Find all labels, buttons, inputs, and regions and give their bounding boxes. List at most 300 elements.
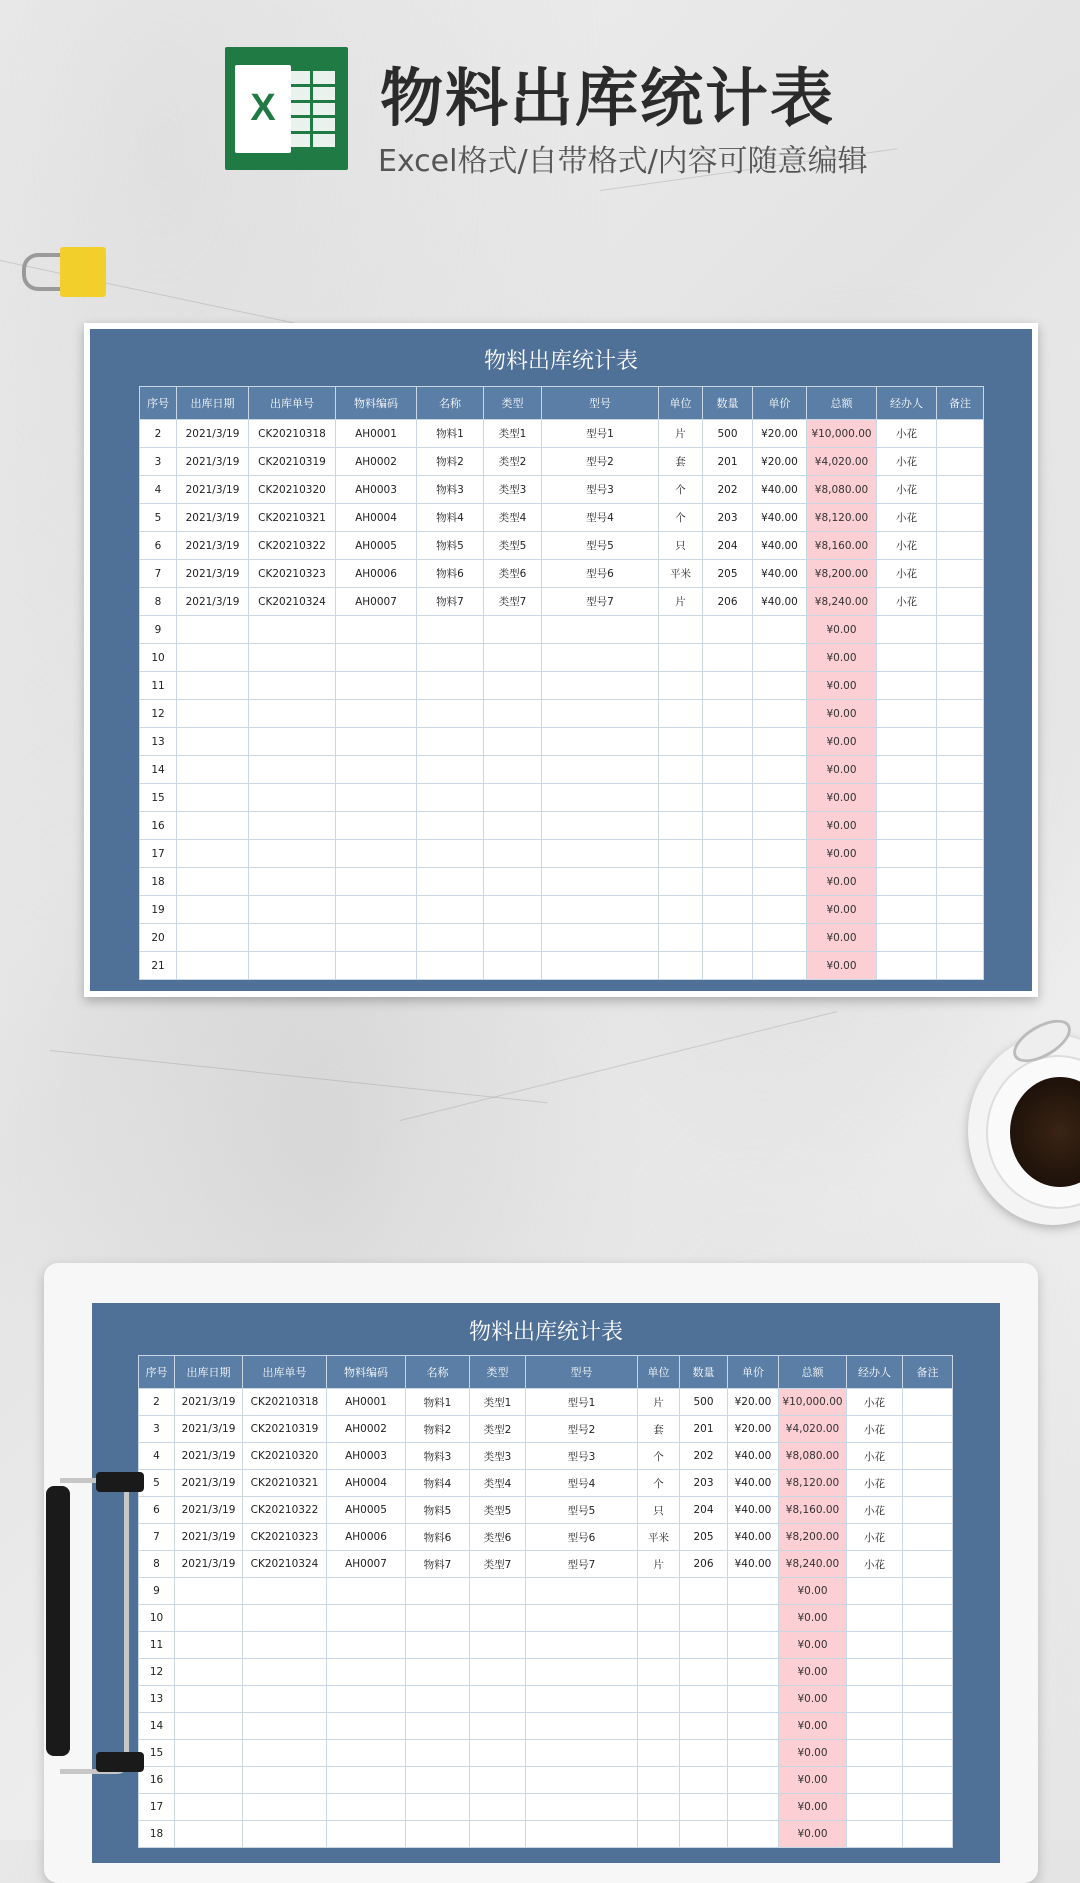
cell-quantity[interactable]: 500 xyxy=(703,420,753,448)
cell-note[interactable] xyxy=(903,1659,953,1686)
cell-note[interactable] xyxy=(937,728,984,756)
cell-total[interactable]: ¥0.00 xyxy=(807,868,877,896)
cell-row-number[interactable]: 9 xyxy=(140,616,177,644)
cell-row-number[interactable]: 13 xyxy=(139,1686,175,1713)
cell-name[interactable]: 物料2 xyxy=(417,448,484,476)
cell-date[interactable] xyxy=(175,1659,243,1686)
cell-name[interactable]: 物料3 xyxy=(406,1443,470,1470)
cell-material-code[interactable]: AH0003 xyxy=(327,1443,406,1470)
cell-handler[interactable] xyxy=(877,700,937,728)
cell-row-number[interactable]: 17 xyxy=(139,1794,175,1821)
cell-name[interactable] xyxy=(406,1605,470,1632)
cell-unit[interactable] xyxy=(659,700,703,728)
cell-model[interactable]: 型号4 xyxy=(526,1470,638,1497)
cell-date[interactable]: 2021/3/19 xyxy=(177,588,249,616)
cell-order-number[interactable] xyxy=(243,1578,327,1605)
cell-name[interactable] xyxy=(406,1659,470,1686)
cell-handler[interactable]: 小花 xyxy=(847,1497,903,1524)
cell-name[interactable]: 物料3 xyxy=(417,476,484,504)
cell-date[interactable]: 2021/3/19 xyxy=(175,1497,243,1524)
cell-quantity[interactable]: 203 xyxy=(680,1470,728,1497)
cell-type[interactable]: 类型2 xyxy=(484,448,542,476)
cell-row-number[interactable]: 5 xyxy=(140,504,177,532)
cell-order-number[interactable]: CK20210324 xyxy=(243,1551,327,1578)
cell-quantity[interactable] xyxy=(680,1821,728,1848)
cell-name[interactable] xyxy=(417,896,484,924)
cell-quantity[interactable] xyxy=(680,1659,728,1686)
cell-date[interactable] xyxy=(177,728,249,756)
cell-model[interactable] xyxy=(526,1605,638,1632)
cell-material-code[interactable]: AH0005 xyxy=(327,1497,406,1524)
cell-row-number[interactable]: 14 xyxy=(139,1713,175,1740)
cell-order-number[interactable] xyxy=(243,1632,327,1659)
cell-quantity[interactable]: 201 xyxy=(703,448,753,476)
cell-type[interactable] xyxy=(470,1632,526,1659)
cell-type[interactable] xyxy=(470,1740,526,1767)
cell-total[interactable]: ¥8,160.00 xyxy=(779,1497,847,1524)
cell-material-code[interactable]: AH0002 xyxy=(336,448,417,476)
cell-unit[interactable] xyxy=(659,728,703,756)
cell-type[interactable]: 类型1 xyxy=(470,1389,526,1416)
cell-quantity[interactable]: 204 xyxy=(680,1497,728,1524)
cell-note[interactable] xyxy=(937,756,984,784)
cell-note[interactable] xyxy=(937,700,984,728)
cell-total[interactable]: ¥10,000.00 xyxy=(779,1389,847,1416)
cell-material-code[interactable]: AH0007 xyxy=(327,1551,406,1578)
cell-unit-price[interactable] xyxy=(753,952,807,980)
cell-name[interactable] xyxy=(417,700,484,728)
cell-unit[interactable]: 套 xyxy=(638,1416,680,1443)
cell-row-number[interactable]: 16 xyxy=(140,812,177,840)
cell-type[interactable]: 类型3 xyxy=(470,1443,526,1470)
cell-order-number[interactable] xyxy=(243,1821,327,1848)
cell-date[interactable]: 2021/3/19 xyxy=(175,1470,243,1497)
cell-row-number[interactable]: 2 xyxy=(140,420,177,448)
cell-unit[interactable] xyxy=(638,1713,680,1740)
cell-material-code[interactable] xyxy=(327,1821,406,1848)
cell-material-code[interactable] xyxy=(336,672,417,700)
cell-row-number[interactable]: 16 xyxy=(139,1767,175,1794)
cell-unit-price[interactable]: ¥40.00 xyxy=(728,1551,779,1578)
cell-total[interactable]: ¥0.00 xyxy=(779,1686,847,1713)
cell-handler[interactable] xyxy=(877,784,937,812)
cell-type[interactable] xyxy=(484,644,542,672)
cell-date[interactable]: 2021/3/19 xyxy=(177,532,249,560)
cell-unit-price[interactable] xyxy=(728,1605,779,1632)
cell-unit[interactable] xyxy=(638,1767,680,1794)
cell-order-number[interactable]: CK20210320 xyxy=(243,1443,327,1470)
cell-model[interactable] xyxy=(542,896,659,924)
cell-type[interactable]: 类型5 xyxy=(470,1497,526,1524)
cell-row-number[interactable]: 3 xyxy=(140,448,177,476)
cell-unit[interactable] xyxy=(659,924,703,952)
cell-row-number[interactable]: 4 xyxy=(139,1443,175,1470)
cell-material-code[interactable] xyxy=(327,1686,406,1713)
cell-unit[interactable] xyxy=(659,756,703,784)
cell-date[interactable] xyxy=(175,1794,243,1821)
cell-material-code[interactable] xyxy=(327,1767,406,1794)
cell-unit-price[interactable]: ¥40.00 xyxy=(728,1443,779,1470)
cell-order-number[interactable]: CK20210321 xyxy=(249,504,336,532)
cell-date[interactable]: 2021/3/19 xyxy=(177,560,249,588)
cell-unit[interactable]: 片 xyxy=(638,1389,680,1416)
cell-order-number[interactable]: CK20210324 xyxy=(249,588,336,616)
cell-unit[interactable] xyxy=(638,1794,680,1821)
cell-unit[interactable] xyxy=(659,868,703,896)
cell-handler[interactable]: 小花 xyxy=(847,1551,903,1578)
cell-order-number[interactable] xyxy=(249,812,336,840)
cell-unit-price[interactable] xyxy=(728,1794,779,1821)
cell-unit[interactable] xyxy=(659,784,703,812)
cell-model[interactable]: 型号5 xyxy=(542,532,659,560)
cell-material-code[interactable]: AH0004 xyxy=(327,1470,406,1497)
cell-total[interactable]: ¥8,160.00 xyxy=(807,532,877,560)
cell-type[interactable]: 类型7 xyxy=(484,588,542,616)
cell-note[interactable] xyxy=(937,672,984,700)
cell-note[interactable] xyxy=(903,1794,953,1821)
cell-material-code[interactable]: AH0006 xyxy=(336,560,417,588)
cell-order-number[interactable] xyxy=(249,924,336,952)
cell-handler[interactable] xyxy=(847,1713,903,1740)
cell-quantity[interactable] xyxy=(680,1713,728,1740)
cell-name[interactable] xyxy=(417,644,484,672)
cell-note[interactable] xyxy=(903,1821,953,1848)
cell-handler[interactable]: 小花 xyxy=(877,560,937,588)
cell-handler[interactable]: 小花 xyxy=(847,1443,903,1470)
cell-unit-price[interactable] xyxy=(753,812,807,840)
cell-date[interactable] xyxy=(175,1578,243,1605)
cell-material-code[interactable] xyxy=(336,840,417,868)
cell-row-number[interactable]: 6 xyxy=(139,1497,175,1524)
cell-note[interactable] xyxy=(903,1497,953,1524)
cell-order-number[interactable]: CK20210320 xyxy=(249,476,336,504)
cell-quantity[interactable]: 205 xyxy=(703,560,753,588)
cell-total[interactable]: ¥8,120.00 xyxy=(779,1470,847,1497)
cell-unit-price[interactable] xyxy=(728,1767,779,1794)
cell-material-code[interactable] xyxy=(327,1632,406,1659)
cell-total[interactable]: ¥4,020.00 xyxy=(779,1416,847,1443)
cell-handler[interactable] xyxy=(877,924,937,952)
cell-name[interactable] xyxy=(417,784,484,812)
cell-type[interactable] xyxy=(484,672,542,700)
cell-note[interactable] xyxy=(937,504,984,532)
cell-quantity[interactable]: 203 xyxy=(703,504,753,532)
cell-row-number[interactable]: 11 xyxy=(140,672,177,700)
cell-name[interactable]: 物料6 xyxy=(406,1524,470,1551)
cell-type[interactable]: 类型2 xyxy=(470,1416,526,1443)
cell-type[interactable] xyxy=(470,1686,526,1713)
cell-unit[interactable]: 片 xyxy=(638,1551,680,1578)
cell-type[interactable]: 类型1 xyxy=(484,420,542,448)
cell-total[interactable]: ¥0.00 xyxy=(807,700,877,728)
cell-name[interactable]: 物料7 xyxy=(417,588,484,616)
cell-order-number[interactable]: CK20210322 xyxy=(249,532,336,560)
cell-row-number[interactable]: 3 xyxy=(139,1416,175,1443)
cell-unit-price[interactable] xyxy=(753,784,807,812)
cell-note[interactable] xyxy=(903,1470,953,1497)
cell-order-number[interactable] xyxy=(243,1767,327,1794)
cell-row-number[interactable]: 5 xyxy=(139,1470,175,1497)
cell-quantity[interactable] xyxy=(703,728,753,756)
cell-unit[interactable]: 个 xyxy=(638,1443,680,1470)
cell-unit[interactable]: 个 xyxy=(659,504,703,532)
cell-type[interactable]: 类型6 xyxy=(470,1524,526,1551)
cell-order-number[interactable] xyxy=(243,1659,327,1686)
cell-date[interactable] xyxy=(175,1713,243,1740)
cell-total[interactable]: ¥0.00 xyxy=(807,840,877,868)
cell-row-number[interactable]: 14 xyxy=(140,756,177,784)
cell-order-number[interactable] xyxy=(249,616,336,644)
cell-row-number[interactable]: 6 xyxy=(140,532,177,560)
cell-date[interactable] xyxy=(175,1686,243,1713)
cell-note[interactable] xyxy=(937,896,984,924)
cell-quantity[interactable]: 500 xyxy=(680,1389,728,1416)
cell-name[interactable] xyxy=(406,1767,470,1794)
cell-order-number[interactable] xyxy=(243,1740,327,1767)
cell-material-code[interactable]: AH0001 xyxy=(327,1389,406,1416)
cell-total[interactable]: ¥8,240.00 xyxy=(807,588,877,616)
cell-unit[interactable]: 只 xyxy=(659,532,703,560)
cell-handler[interactable]: 小花 xyxy=(847,1524,903,1551)
cell-row-number[interactable]: 10 xyxy=(139,1605,175,1632)
cell-model[interactable]: 型号6 xyxy=(542,560,659,588)
cell-order-number[interactable] xyxy=(243,1794,327,1821)
cell-quantity[interactable] xyxy=(703,784,753,812)
cell-material-code[interactable] xyxy=(327,1794,406,1821)
cell-model[interactable]: 型号2 xyxy=(542,448,659,476)
cell-date[interactable] xyxy=(177,756,249,784)
cell-model[interactable] xyxy=(526,1713,638,1740)
cell-row-number[interactable]: 12 xyxy=(140,700,177,728)
cell-order-number[interactable] xyxy=(249,896,336,924)
cell-unit[interactable] xyxy=(638,1605,680,1632)
cell-row-number[interactable]: 18 xyxy=(140,868,177,896)
cell-type[interactable]: 类型4 xyxy=(484,504,542,532)
cell-handler[interactable]: 小花 xyxy=(877,504,937,532)
cell-unit[interactable] xyxy=(638,1740,680,1767)
cell-name[interactable] xyxy=(417,952,484,980)
cell-type[interactable] xyxy=(484,728,542,756)
cell-type[interactable] xyxy=(484,840,542,868)
cell-row-number[interactable]: 17 xyxy=(140,840,177,868)
cell-unit-price[interactable]: ¥20.00 xyxy=(728,1416,779,1443)
cell-model[interactable] xyxy=(542,728,659,756)
cell-order-number[interactable] xyxy=(249,868,336,896)
cell-model[interactable] xyxy=(526,1659,638,1686)
cell-note[interactable] xyxy=(937,616,984,644)
cell-quantity[interactable]: 202 xyxy=(680,1443,728,1470)
cell-quantity[interactable] xyxy=(680,1767,728,1794)
cell-material-code[interactable] xyxy=(336,812,417,840)
cell-unit-price[interactable]: ¥40.00 xyxy=(753,588,807,616)
cell-model[interactable]: 型号3 xyxy=(542,476,659,504)
cell-unit-price[interactable]: ¥20.00 xyxy=(728,1389,779,1416)
cell-quantity[interactable] xyxy=(703,812,753,840)
cell-unit[interactable]: 片 xyxy=(659,588,703,616)
cell-unit[interactable]: 平米 xyxy=(659,560,703,588)
cell-material-code[interactable] xyxy=(336,644,417,672)
cell-model[interactable] xyxy=(526,1578,638,1605)
cell-total[interactable]: ¥8,080.00 xyxy=(779,1443,847,1470)
cell-model[interactable] xyxy=(542,756,659,784)
cell-unit-price[interactable] xyxy=(728,1659,779,1686)
cell-total[interactable]: ¥0.00 xyxy=(779,1659,847,1686)
cell-quantity[interactable] xyxy=(680,1686,728,1713)
cell-handler[interactable]: 小花 xyxy=(877,420,937,448)
cell-unit-price[interactable] xyxy=(753,616,807,644)
cell-name[interactable] xyxy=(406,1713,470,1740)
cell-date[interactable] xyxy=(177,784,249,812)
cell-handler[interactable] xyxy=(877,672,937,700)
cell-quantity[interactable]: 202 xyxy=(703,476,753,504)
cell-note[interactable] xyxy=(937,868,984,896)
cell-quantity[interactable] xyxy=(703,924,753,952)
cell-total[interactable]: ¥0.00 xyxy=(779,1767,847,1794)
cell-row-number[interactable]: 21 xyxy=(140,952,177,980)
cell-unit-price[interactable] xyxy=(728,1686,779,1713)
cell-handler[interactable] xyxy=(847,1578,903,1605)
cell-row-number[interactable]: 7 xyxy=(140,560,177,588)
cell-row-number[interactable]: 18 xyxy=(139,1821,175,1848)
cell-date[interactable] xyxy=(177,868,249,896)
cell-row-number[interactable]: 8 xyxy=(139,1551,175,1578)
cell-unit[interactable] xyxy=(638,1632,680,1659)
cell-order-number[interactable]: CK20210323 xyxy=(243,1524,327,1551)
cell-model[interactable]: 型号7 xyxy=(542,588,659,616)
cell-material-code[interactable]: AH0005 xyxy=(336,532,417,560)
cell-handler[interactable] xyxy=(847,1605,903,1632)
cell-total[interactable]: ¥0.00 xyxy=(807,644,877,672)
cell-unit-price[interactable] xyxy=(753,840,807,868)
cell-row-number[interactable]: 19 xyxy=(140,896,177,924)
cell-handler[interactable]: 小花 xyxy=(847,1416,903,1443)
cell-date[interactable]: 2021/3/19 xyxy=(175,1416,243,1443)
cell-model[interactable] xyxy=(542,700,659,728)
cell-model[interactable] xyxy=(542,840,659,868)
cell-quantity[interactable] xyxy=(703,896,753,924)
cell-material-code[interactable] xyxy=(327,1605,406,1632)
cell-model[interactable]: 型号6 xyxy=(526,1524,638,1551)
cell-unit-price[interactable]: ¥40.00 xyxy=(728,1524,779,1551)
cell-name[interactable] xyxy=(417,616,484,644)
cell-total[interactable]: ¥0.00 xyxy=(807,784,877,812)
cell-total[interactable]: ¥0.00 xyxy=(779,1794,847,1821)
cell-total[interactable]: ¥8,200.00 xyxy=(779,1524,847,1551)
cell-row-number[interactable]: 7 xyxy=(139,1524,175,1551)
cell-name[interactable]: 物料6 xyxy=(417,560,484,588)
cell-date[interactable]: 2021/3/19 xyxy=(175,1524,243,1551)
cell-total[interactable]: ¥0.00 xyxy=(807,616,877,644)
cell-order-number[interactable]: CK20210321 xyxy=(243,1470,327,1497)
cell-name[interactable] xyxy=(406,1821,470,1848)
cell-note[interactable] xyxy=(903,1686,953,1713)
cell-total[interactable]: ¥0.00 xyxy=(807,672,877,700)
cell-unit-price[interactable] xyxy=(728,1632,779,1659)
cell-quantity[interactable] xyxy=(680,1740,728,1767)
cell-row-number[interactable]: 11 xyxy=(139,1632,175,1659)
cell-unit[interactable] xyxy=(659,812,703,840)
cell-unit-price[interactable] xyxy=(753,896,807,924)
cell-order-number[interactable] xyxy=(249,672,336,700)
cell-unit[interactable]: 套 xyxy=(659,448,703,476)
cell-order-number[interactable] xyxy=(249,756,336,784)
cell-note[interactable] xyxy=(937,476,984,504)
cell-note[interactable] xyxy=(903,1713,953,1740)
cell-order-number[interactable] xyxy=(243,1686,327,1713)
cell-unit-price[interactable] xyxy=(728,1740,779,1767)
cell-name[interactable]: 物料1 xyxy=(417,420,484,448)
cell-handler[interactable] xyxy=(877,728,937,756)
cell-type[interactable]: 类型5 xyxy=(484,532,542,560)
cell-note[interactable] xyxy=(937,840,984,868)
cell-unit[interactable] xyxy=(659,644,703,672)
cell-note[interactable] xyxy=(937,952,984,980)
cell-handler[interactable] xyxy=(847,1632,903,1659)
cell-date[interactable] xyxy=(177,644,249,672)
cell-date[interactable] xyxy=(177,924,249,952)
cell-type[interactable] xyxy=(484,784,542,812)
cell-quantity[interactable] xyxy=(680,1794,728,1821)
cell-handler[interactable] xyxy=(877,896,937,924)
cell-unit-price[interactable] xyxy=(753,728,807,756)
cell-type[interactable] xyxy=(484,812,542,840)
cell-unit-price[interactable] xyxy=(728,1713,779,1740)
cell-handler[interactable] xyxy=(847,1740,903,1767)
cell-model[interactable]: 型号1 xyxy=(526,1389,638,1416)
cell-handler[interactable] xyxy=(847,1767,903,1794)
cell-total[interactable]: ¥8,240.00 xyxy=(779,1551,847,1578)
cell-total[interactable]: ¥0.00 xyxy=(807,896,877,924)
cell-unit[interactable] xyxy=(638,1659,680,1686)
cell-type[interactable] xyxy=(470,1794,526,1821)
cell-date[interactable]: 2021/3/19 xyxy=(177,448,249,476)
cell-model[interactable] xyxy=(542,952,659,980)
cell-row-number[interactable]: 20 xyxy=(140,924,177,952)
cell-row-number[interactable]: 12 xyxy=(139,1659,175,1686)
cell-model[interactable]: 型号3 xyxy=(526,1443,638,1470)
cell-note[interactable] xyxy=(903,1443,953,1470)
cell-type[interactable] xyxy=(484,700,542,728)
cell-note[interactable] xyxy=(903,1578,953,1605)
cell-order-number[interactable] xyxy=(249,700,336,728)
cell-material-code[interactable] xyxy=(336,756,417,784)
cell-note[interactable] xyxy=(937,420,984,448)
cell-quantity[interactable]: 206 xyxy=(680,1551,728,1578)
cell-row-number[interactable]: 2 xyxy=(139,1389,175,1416)
cell-handler[interactable] xyxy=(877,952,937,980)
cell-material-code[interactable] xyxy=(336,924,417,952)
cell-type[interactable] xyxy=(484,924,542,952)
cell-quantity[interactable] xyxy=(680,1605,728,1632)
cell-row-number[interactable]: 15 xyxy=(139,1740,175,1767)
cell-model[interactable] xyxy=(526,1740,638,1767)
cell-type[interactable] xyxy=(484,952,542,980)
cell-total[interactable]: ¥0.00 xyxy=(807,812,877,840)
cell-model[interactable]: 型号4 xyxy=(542,504,659,532)
cell-type[interactable] xyxy=(470,1713,526,1740)
cell-note[interactable] xyxy=(903,1740,953,1767)
cell-handler[interactable]: 小花 xyxy=(847,1470,903,1497)
cell-model[interactable] xyxy=(542,812,659,840)
cell-total[interactable]: ¥0.00 xyxy=(779,1578,847,1605)
cell-quantity[interactable] xyxy=(703,672,753,700)
cell-unit[interactable]: 个 xyxy=(659,476,703,504)
cell-total[interactable]: ¥0.00 xyxy=(779,1821,847,1848)
cell-handler[interactable]: 小花 xyxy=(877,448,937,476)
cell-type[interactable] xyxy=(484,756,542,784)
cell-date[interactable] xyxy=(177,840,249,868)
cell-note[interactable] xyxy=(903,1767,953,1794)
